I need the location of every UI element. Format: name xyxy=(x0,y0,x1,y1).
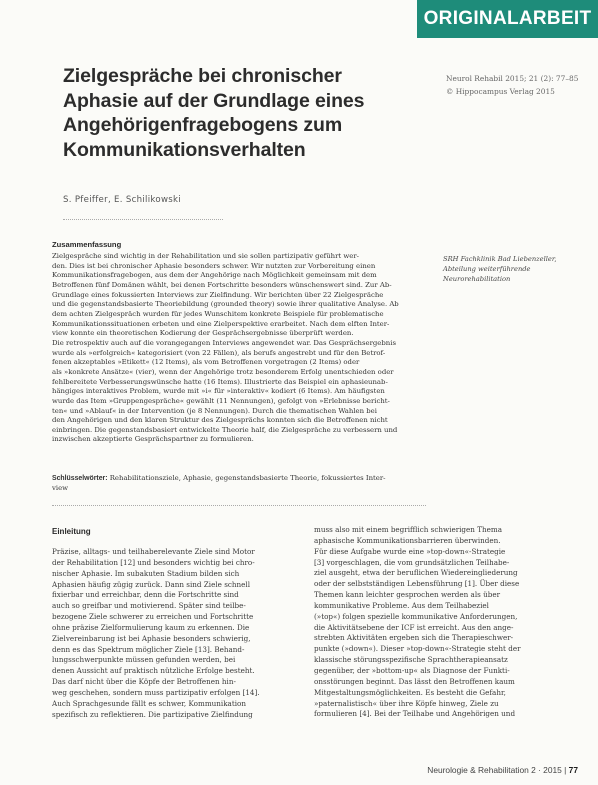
body-text-line: ziel ausgeht, etwa der beruflichen Wiedereingliederung xyxy=(314,568,518,578)
abstract-line: und die gegenstandsbasierte Theoriebildung (grounded theory) sowie ihrer qualitative Analyse. Ab xyxy=(52,300,399,309)
keywords-text: Rehabilitationsziele, Aphasie, gegenstandsbasierte Theorie, fokussiertes Inter- xyxy=(109,474,386,482)
title-line: Aphasie auf der Grundlage eines xyxy=(63,89,365,112)
body-text-line: Aphasien häufig zügig zurück. Dann sind Ziele schnell xyxy=(52,579,251,589)
body-column-left xyxy=(52,547,278,721)
body-text-line: Zielvereinbarung ist bei Aphasie besonders schwierig, xyxy=(52,633,251,643)
section-badge xyxy=(417,0,598,38)
body-text-line: gegenüber, der »bottom-up« als Diagnose der Funkti- xyxy=(314,665,510,675)
body-text-line: klassische störungsspezifische Sprachtherapieansatz xyxy=(314,655,508,665)
affiliation-line: Abteilung weiterführende xyxy=(443,265,531,273)
body-text-line: lungsschwerpunkte müssen gefunden werden, bei xyxy=(52,655,236,665)
body-text-line: strebten Aktivitäten ergeben sich die Therapieschwer- xyxy=(314,633,514,643)
page-number: 77 xyxy=(568,765,578,775)
body-text-line: fixierbar und erreichbar, denn die Fortschritte sind xyxy=(52,590,239,600)
affiliation-line: Neurorehabilitation xyxy=(443,275,511,283)
authors: S. Pfeiffer, E. Schilikowski xyxy=(63,195,182,205)
abstract-line: inzwischen akzeptierte Gesprächspartner zu formulieren. xyxy=(52,435,254,444)
title-line: Zielgespräche bei chronischer xyxy=(63,65,342,87)
body-text-line: Das darf nicht über die Köpfe der Betroffenen hin- xyxy=(52,677,236,687)
affiliation-note xyxy=(443,254,593,284)
body-text-line: weg geschehen, sondern muss partizipativ erfolgen [14]. xyxy=(52,687,260,697)
abstract-body xyxy=(52,252,424,445)
abstract-line: wurde als »erfolgreich« kategorisiert (von 22 Fällen), als berufs angestrebt und für den Betrof- xyxy=(52,348,386,357)
abstract-line: Die retrospektiv auch auf die vorangegangen Interviews angewendet war. Das Gesprächsergebnis xyxy=(52,338,396,347)
abstract-line: view konnte ein theoretischen Kodierung der Gesprächsergebnisse überprüft werden. xyxy=(52,329,354,338)
body-text-line: »paternalistisch« über ihre Köpfe hinweg, Ziele zu xyxy=(314,698,499,708)
abstract-line: als »konkrete Ansätze« (vier), wenn der Angehörige trotz besonderem Erfolg unentschieden oder xyxy=(52,367,394,376)
abstract-line: fenen akzeptables »Etikett« (12 Items), als vom Betroffenen vorgetragen (2 Items) oder xyxy=(52,358,360,367)
keywords-line: view xyxy=(52,483,69,492)
page-footer xyxy=(427,765,578,775)
title-line: Angehörigenfragebogens zum xyxy=(63,114,343,136)
body-text-line: aphasische Kommunikationsbarrieren überwinden. xyxy=(314,535,501,545)
abstract-line: Kommunikationssituationen erbeten und eine Zielperspektive erarbeitet. Nach dem elften Inter- xyxy=(52,319,390,328)
citation xyxy=(446,73,594,98)
abstract-line: Kommunikationsfragebogen, aus dem der Angehörige nach Möglichkeit gemeinsam mit dem xyxy=(52,271,377,280)
body-text-line: auch so greifbar und motivierend. Später sind teilbe- xyxy=(52,601,246,611)
article-title xyxy=(63,64,433,162)
abstract-line: den. Dies ist bei chronischer Aphasie besonders schwer. Wir nutzten zur Vorbereitung einen xyxy=(52,261,376,270)
body-text-line: die Aktivitätsebene der ICF ist erreicht. Aus den ange- xyxy=(314,622,514,632)
body-text-line: spezifisch zu reflektieren. Die partizipative Zielfindung xyxy=(52,709,253,719)
abstract-line: Betroffenen fünf Domänen wählt, bei denen Fortschritte besonders wünschenswert sind. Zur Ab- xyxy=(52,280,392,289)
body-text-line: Auch Sprachgesunde fällt es schwer, Kommunikation xyxy=(52,698,246,708)
divider xyxy=(63,219,223,220)
abstract-line: wurde das Item »Gruppengespräche« gewählt (11 Nennungen), gefolgt von »Erlebnisse bericht- xyxy=(52,396,390,405)
body-text-line: muss also mit einem begrifflich schwierigen Thema xyxy=(314,525,502,534)
abstract-line: Grundlage eines fokussierten Interviews zur Zielfindung. Wir berichten über 22 Zielgespräche xyxy=(52,290,384,299)
section-label: ORIGINALARBEIT xyxy=(423,8,592,29)
body-text-line: Themen kann leichter gesprochen werden als über xyxy=(314,590,501,600)
journal-name: Neurologie & Rehabilitation 2 · 2015 xyxy=(427,765,562,775)
body-column-right xyxy=(314,525,544,720)
section-heading: Einleitung xyxy=(52,527,91,536)
body-text-line: denn es das Spektrum möglicher Ziele [13]. Behand- xyxy=(52,644,245,654)
body-text-line: (»top«) folgen spezielle kommunikative Anforderungen, xyxy=(314,611,518,621)
body-text-line: ohne präzise Zielformulierung kaum zu erkennen. Die xyxy=(52,622,250,632)
keywords-label: Schlüsselwörter: xyxy=(52,475,108,482)
abstract-line: einbringen. Die gegenstandsbasiert entwickelte Theorie half, die Zielgespräche zu verbessern und xyxy=(52,425,398,434)
abstract-heading: Zusammenfassung xyxy=(52,240,122,249)
keywords-line xyxy=(52,474,424,484)
abstract-line: Zielgespräche sind wichtig in der Rehabilitation und sie sollen partizipativ geführt wer- xyxy=(52,252,359,260)
citation-line: © Hippocampus Verlag 2015 xyxy=(446,86,555,96)
keywords xyxy=(52,474,424,493)
abstract-line: dem achten Zielgespräch wurden für jedes Wunschitem konkrete Beispiele für problematische xyxy=(52,309,384,318)
divider xyxy=(52,505,426,506)
citation-line: Neurol Rehabil 2015; 21 (2): 77–85 xyxy=(446,74,579,83)
title-line: Kommunikationsverhalten xyxy=(63,138,306,161)
body-text-line: kommunikative Probleme. Aus dem Teilhabeziel xyxy=(314,600,489,610)
body-text-line: Präzise, alltags- und teilhaberelevante Ziele sind Motor xyxy=(52,547,255,556)
affiliation-line: SRH Fachklinik Bad Liebenzeller, xyxy=(443,255,557,263)
abstract-line: ten« und »Ablauf« in der Intervention (je 8 Nennungen). Durch die thematischen Wahlen bei xyxy=(52,406,377,415)
body-text-line: [3] vorgeschlagen, die vom grundsätzlichen Teilhabe- xyxy=(314,557,510,567)
body-text-line: bezogene Ziele schwerer zu erreichen und Fortschritte xyxy=(52,612,254,622)
body-text-line: formulieren [4]. Bei der Teilhabe und Angehörigen und xyxy=(314,709,516,719)
body-text-line: oder der selbstständigen Lebensführung [1]. Über diese xyxy=(314,579,520,589)
body-text-line: denen Aussicht auf praktisch nützliche Erfolge besteht. xyxy=(52,666,255,676)
body-text-line: nischer Aphasie. Im subakuten Stadium bilden sich xyxy=(52,568,240,578)
abstract-line: hängiges interaktives Problem, wurde mit »i« für »interaktiv« kodiert (6 Items). Am häufigsten xyxy=(52,387,385,396)
body-text-line: der Rehabilitation [12] und besonders wichtig bei chro- xyxy=(52,557,255,567)
body-text-line: punkte (»down«). Dieser »top-down«-Strategie steht der xyxy=(314,644,521,654)
body-text-line: onsstörungen beginnt. Das lässt den Betroffenen kaum xyxy=(314,676,515,686)
abstract-line: den Angehörigen und den klaren Struktur des Zielgesprächs konnten sich die Betroffenen nicht xyxy=(52,416,388,425)
abstract-line: fehlbereitete Verbesserungswünsche hatte (16 Items). Illustrierte das Beispiel ein aphasieunab- xyxy=(52,377,388,386)
body-text-line: Mitgestaltungsmöglichkeiten. Es besteht die Gefahr, xyxy=(314,687,506,697)
body-text-line: Für diese Aufgabe wurde eine »top-down«-Strategie xyxy=(314,546,506,556)
footer-separator: | xyxy=(564,765,569,775)
